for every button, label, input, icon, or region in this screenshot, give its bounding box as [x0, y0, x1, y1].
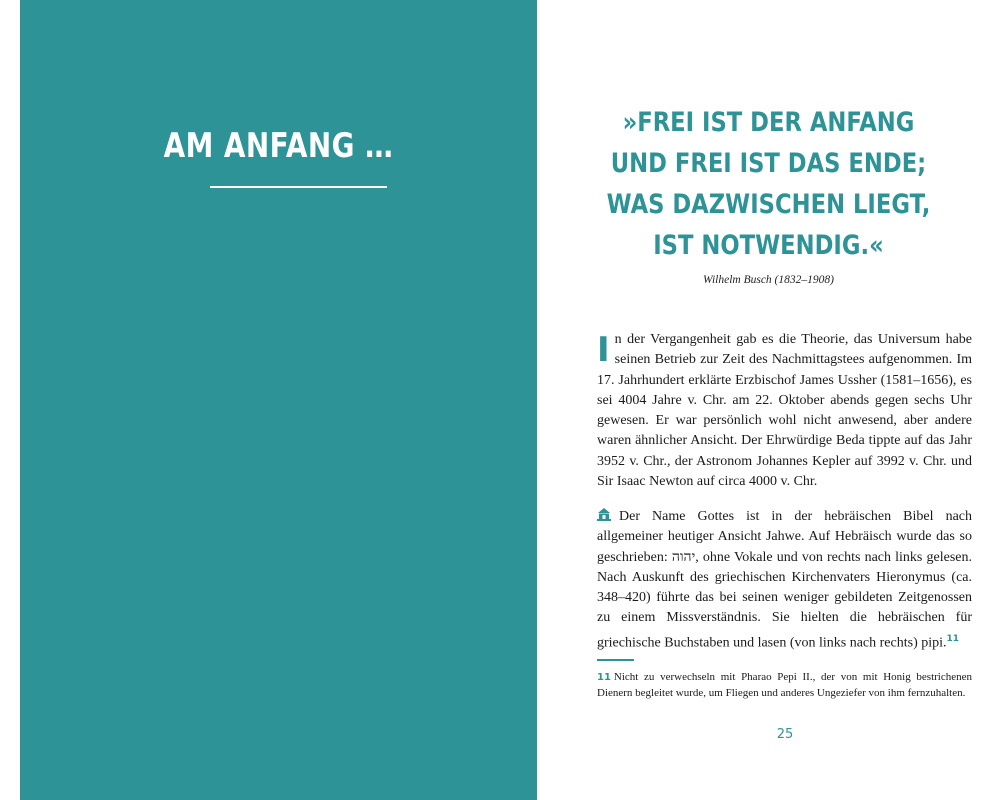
sidebar-paragraph [597, 507, 972, 654]
paragraph-text: Der Name Gottes ist in der hebräischen Bibel nach allgemeiner heutiger Ansicht Jahwe. Auf Hebräisch wurde das so geschrieben: יהוה, ohne Vokale und von rechts nach links gelesen. Nach Auskunft des griechischen Kirchenvaters Hieronymus (ca. 348–420) führte das bei seinen weniger gebildeten Zeitgenossen zu einem Missverständnis. Sie hielten die hebräischen für griechische Buchstaben und lasen (von links nach rechts) pipi. [597, 509, 972, 651]
quote-line: »FREI IST DER ANFANG [622, 107, 915, 138]
footnote-number: 11 [597, 672, 611, 683]
drop-cap: I [597, 330, 610, 370]
paragraph-text: n der Vergangenheit gab es die Theorie, das Universum habe seinen Betrieb zur Zeit des Nachmittagstees aufgenommen. Im 17. Jahrhundert erklärte Erzbischof James Ussher (1581–1656), es sei 4004 Jahre v. Chr. am 22. Oktober abends gegen sechs Uhr gewesen. Er war persönlich wohl nicht anwesend, aber andere waren ähnlicher Ansicht. Der Ehrwürdige Beda tippte auf das Jahr 3952 v. Chr., der Astronom Johannes Kepler auf 3992 v. Chr. und Sir Isaac Newton auf circa 4000 v. Chr. [597, 332, 972, 490]
quote-line: WAS DAZWISCHEN LIEGT, [606, 189, 931, 220]
epigraph-quote [537, 102, 1000, 266]
footnote-reference[interactable]: 11 [946, 633, 960, 644]
footnote-divider [597, 659, 634, 661]
right-page [537, 0, 1000, 800]
chapter-title: AM ANFANG … [163, 126, 394, 166]
footnote [597, 670, 972, 701]
left-page [20, 0, 537, 800]
temple-icon [597, 508, 611, 521]
quote-line: UND FREI IST DAS ENDE; [610, 148, 927, 179]
quote-line: IST NOTWENDIG.« [653, 230, 884, 261]
body-paragraph [597, 330, 972, 492]
footnote-text: Nicht zu verwechseln mit Pharao Pepi II., der von mit Honig bestrichenen Dienern begleitet wurde, um Fliegen und anderes Ungeziefer von ihm fernzuhalten. [597, 671, 972, 699]
quote-attribution: Wilhelm Busch (1832–1908) [703, 274, 834, 286]
title-underline [210, 186, 387, 188]
page-number: 25 [776, 727, 794, 742]
